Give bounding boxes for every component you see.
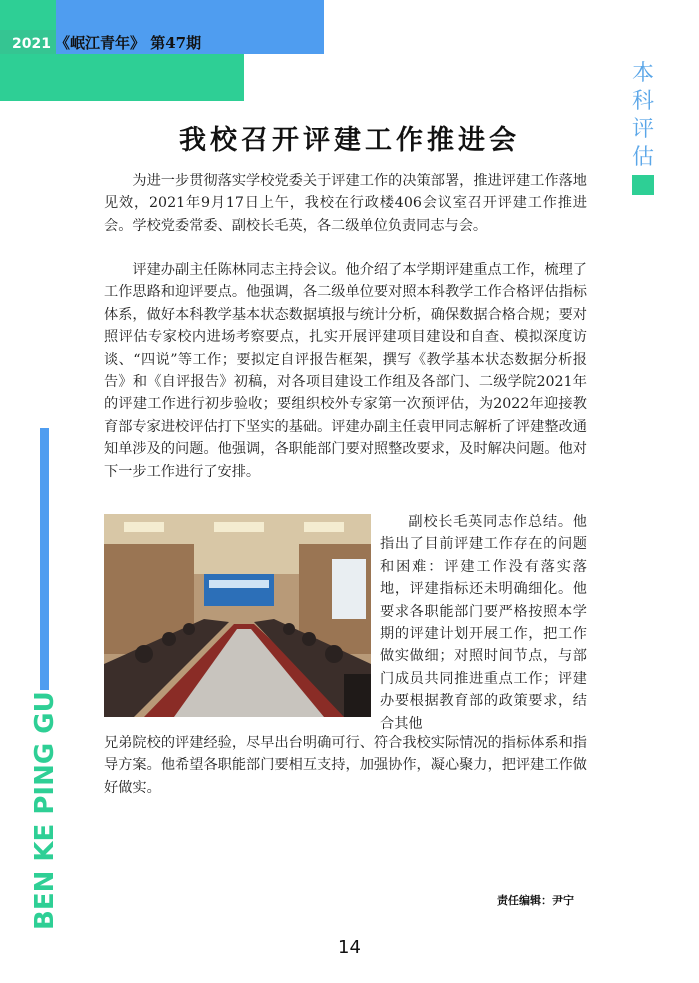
page-number: 14 <box>338 937 361 958</box>
paragraph-2: 评建办副主任陈林同志主持会议。他介绍了本学期评建重点工作，梳理了工作思路和迎评要点。他强调，各二级单位要对照本科教学工作合格评估指标体系，做好本科教学基本状态数据填报与统计分析，确保数据合格合规；要对照评估专家校内进场考察要点，扎实开展评建项目建设和自查、模拟深度访谈、“四说”等工作；要拟定自评报告框架，撰写《教学基本状态数据分析报告》和《自评报告》初稿，对各项目建设工作组及各部门、二级学院2021年的评建工作进行初步验收；要组织校外专家第一次预评估，为2022年迎接教育部专家进校评估打下坚实的基础。评建办副主任袁甲同志解析了评建整改通知单涉及的问题。他强调，各职能部门要对照整改要求，及时解决问题。他对下一步工作进行了安排。 <box>104 262 587 480</box>
meeting-photo-image <box>104 514 371 717</box>
section-title-char: 评 <box>631 117 654 142</box>
issue-name: 《岷江青年》 第47期 <box>54 34 202 52</box>
editor-credit: 责任编辑：尹宁 <box>497 894 574 907</box>
section-title-char: 估 <box>631 145 654 170</box>
section-title-char: 本 <box>631 61 654 86</box>
paragraph-3: 副校长毛英同志作总结。他指出了目前评建工作存在的问题和困难：评建工作没有落实落地，评建指标还未明确细化。他要求各职能部门要严格按照本学期的评建计划开展工作，把工作做实做细；对照时间节点，与部门成员共同推进重点工作；评建办要根据教育部的政策要求，结合其他 <box>380 514 587 732</box>
meeting-photo <box>104 514 371 717</box>
issue-label <box>12 31 201 55</box>
section-marker-square <box>632 175 654 195</box>
side-vertical-text: BEN KE PING GU <box>30 691 60 930</box>
side-decorative-bar <box>40 428 49 690</box>
paragraph-1: 为进一步贯彻落实学校党委关于评建工作的决策部署，推进评建工作落地见效，2021年9月17日上午，我校在行政楼406会议室召开评建工作推进会。学校党委常委、副校长毛英，各二级单位负责同志与会。 <box>104 173 587 234</box>
issue-year: 2021 <box>12 36 51 52</box>
paragraph-4: 兄弟院校的评建经验，尽早出台明确可行、符合我校实际情况的指标体系和指导方案。他希望各职能部门要相互支持，加强协作，凝心聚力，把评建工作做好做实。 <box>104 735 587 796</box>
article-title: 我校召开评建工作推进会 <box>179 125 520 156</box>
section-title-char: 科 <box>631 89 654 114</box>
